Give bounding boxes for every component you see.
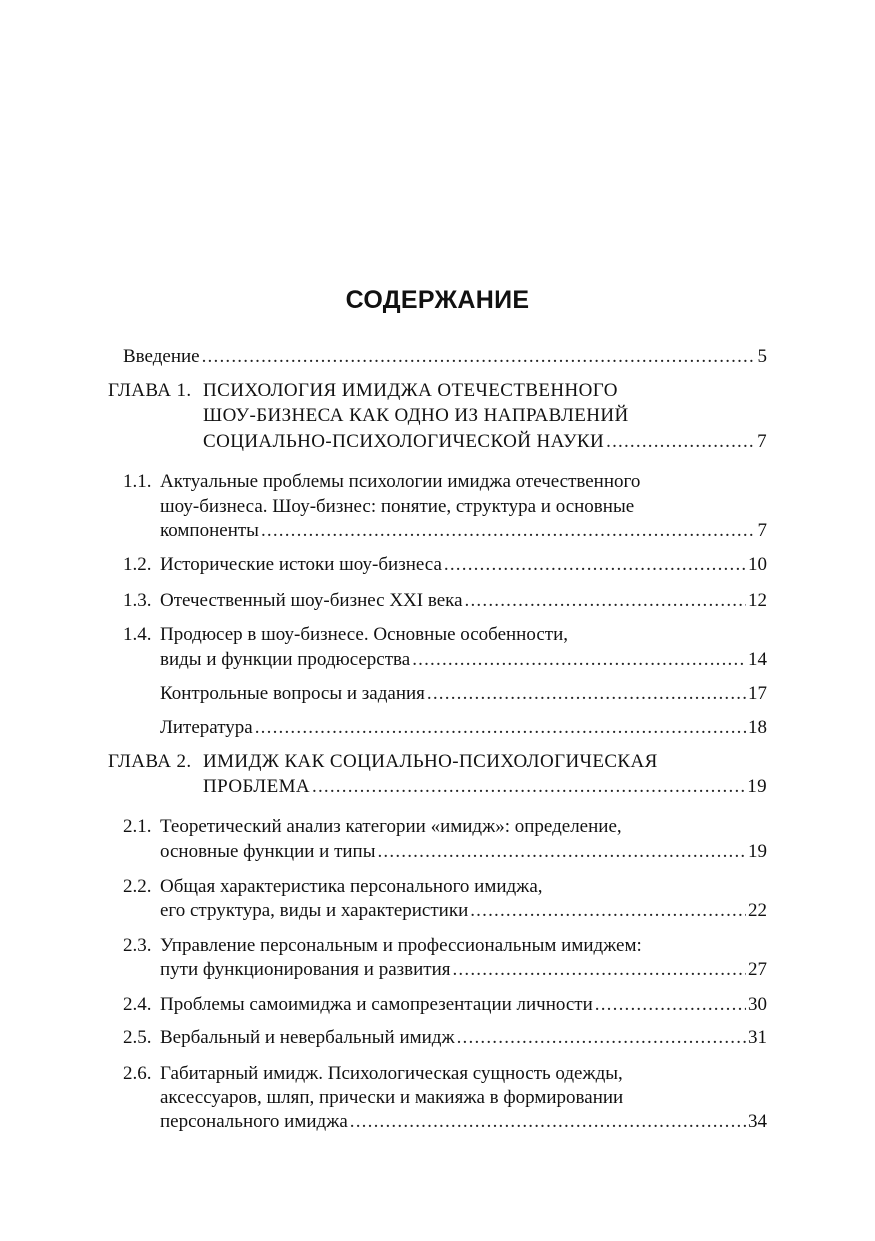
toc-entry-line: шоу-бизнеса. Шоу-бизнес: понятие, структура и основные	[160, 496, 635, 517]
section-number: 2.3.	[123, 935, 152, 956]
toc-entry-last-line	[160, 840, 767, 864]
dot-leader	[595, 993, 746, 1017]
chapter-label: ГЛАВА 2.	[108, 751, 192, 772]
dot-leader	[457, 1026, 746, 1050]
dot-leader	[350, 1110, 746, 1134]
page-number: 34	[748, 1111, 767, 1132]
toc-entry-line: аксессуаров, шляп, прически и макияжа в формировании	[160, 1087, 624, 1108]
toc-entry-title: персонального имиджа	[160, 1111, 348, 1132]
dot-leader	[255, 716, 746, 740]
toc-entry-last-line	[123, 345, 767, 369]
page-number: 19	[748, 841, 767, 862]
dot-leader	[261, 519, 756, 543]
section-number: 1.2.	[123, 554, 152, 575]
toc-entry-last-line	[160, 519, 767, 543]
toc-entry-line: Общая характеристика персонального имиджа,	[160, 876, 543, 897]
dot-leader	[377, 840, 746, 864]
toc-entry-line: ИМИДЖ КАК СОЦИАЛЬНО-ПСИХОЛОГИЧЕСКАЯ	[203, 751, 658, 772]
section-number: 1.1.	[123, 471, 152, 492]
section-number: 2.4.	[123, 994, 152, 1015]
page-title: СОДЕРЖАНИЕ	[345, 286, 530, 314]
toc-entry-title: Введение	[123, 346, 200, 367]
toc-entry-line: Продюсер в шоу-бизнесе. Основные особенности,	[160, 624, 568, 645]
toc-entry-last-line	[203, 430, 767, 454]
toc-entry-line: Управление персональным и профессиональным имиджем:	[160, 935, 642, 956]
page-number: 18	[748, 717, 767, 738]
toc-entry-title: его структура, виды и характеристики	[160, 900, 469, 921]
section-number: 2.2.	[123, 876, 152, 897]
toc-entry-last-line	[160, 993, 767, 1017]
dot-leader	[470, 899, 746, 923]
toc-entry-title: виды и функции продюсерства	[160, 649, 411, 670]
page-number: 30	[748, 994, 767, 1015]
toc-entry-line: Габитарный имидж. Психологическая сущность одежды,	[160, 1063, 623, 1084]
toc-entry-title: Вербальный и невербальный имидж	[160, 1027, 455, 1048]
page-number: 22	[748, 900, 767, 921]
page-number: 7	[757, 520, 767, 541]
section-number: 2.5.	[123, 1027, 152, 1048]
page-number: 31	[748, 1027, 767, 1048]
toc-entry-last-line	[160, 589, 767, 613]
toc-entry-title: Исторические истоки шоу-бизнеса	[160, 554, 442, 575]
dot-leader	[412, 648, 746, 672]
dot-leader	[465, 589, 746, 613]
toc-entry-line: ПСИХОЛОГИЯ ИМИДЖА ОТЕЧЕСТВЕННОГО	[203, 380, 618, 401]
section-number: 1.3.	[123, 590, 152, 611]
chapter-label: ГЛАВА 1.	[108, 380, 192, 401]
toc-entry-last-line	[160, 1110, 767, 1134]
section-number: 2.6.	[123, 1063, 152, 1084]
dot-leader	[444, 553, 746, 577]
dot-leader	[452, 958, 746, 982]
page-number: 27	[748, 959, 767, 980]
toc-entry-last-line	[160, 553, 767, 577]
toc-entry-title: ПРОБЛЕМА	[203, 776, 310, 797]
toc-entry-last-line	[160, 958, 767, 982]
page-number: 17	[748, 683, 767, 704]
page-number: 14	[748, 649, 767, 670]
toc-entry-last-line	[160, 899, 767, 923]
toc-entry-last-line	[160, 1026, 767, 1050]
dot-leader	[427, 682, 746, 706]
toc-entry-line: ШОУ-БИЗНЕСА КАК ОДНО ИЗ НАПРАВЛЕНИЙ	[203, 405, 629, 426]
toc-entry-title: Контрольные вопросы и задания	[160, 683, 425, 704]
toc-entry-last-line	[160, 716, 767, 740]
section-number: 2.1.	[123, 816, 152, 837]
toc-entry-title: СОЦИАЛЬНО-ПСИХОЛОГИЧЕСКОЙ НАУКИ	[203, 431, 605, 452]
toc-entry-title: компоненты	[160, 520, 259, 541]
toc-entry-line: Теоретический анализ категории «имидж»: определение,	[160, 816, 622, 837]
page-number: 10	[748, 554, 767, 575]
toc-entry-title: Проблемы самоимиджа и самопрезентации личности	[160, 994, 593, 1015]
dot-leader	[606, 430, 755, 454]
page-number: 5	[757, 346, 767, 367]
page-number: 12	[748, 590, 767, 611]
toc-entry-last-line	[203, 775, 767, 799]
toc-entry-last-line	[160, 682, 767, 706]
page-number: 7	[757, 431, 767, 452]
toc-entry-title: Литература	[160, 717, 253, 738]
dot-leader	[202, 345, 756, 369]
page-number: 19	[747, 776, 767, 797]
toc-entry-line: Актуальные проблемы психологии имиджа отечественного	[160, 471, 641, 492]
toc-entry-title: основные функции и типы	[160, 841, 376, 862]
toc-entry-last-line	[160, 648, 767, 672]
dot-leader	[312, 775, 745, 799]
section-number: 1.4.	[123, 624, 152, 645]
toc-entry-title: Отечественный шоу-бизнес XXI века	[160, 590, 463, 611]
toc-entry-title: пути функционирования и развития	[160, 959, 451, 980]
